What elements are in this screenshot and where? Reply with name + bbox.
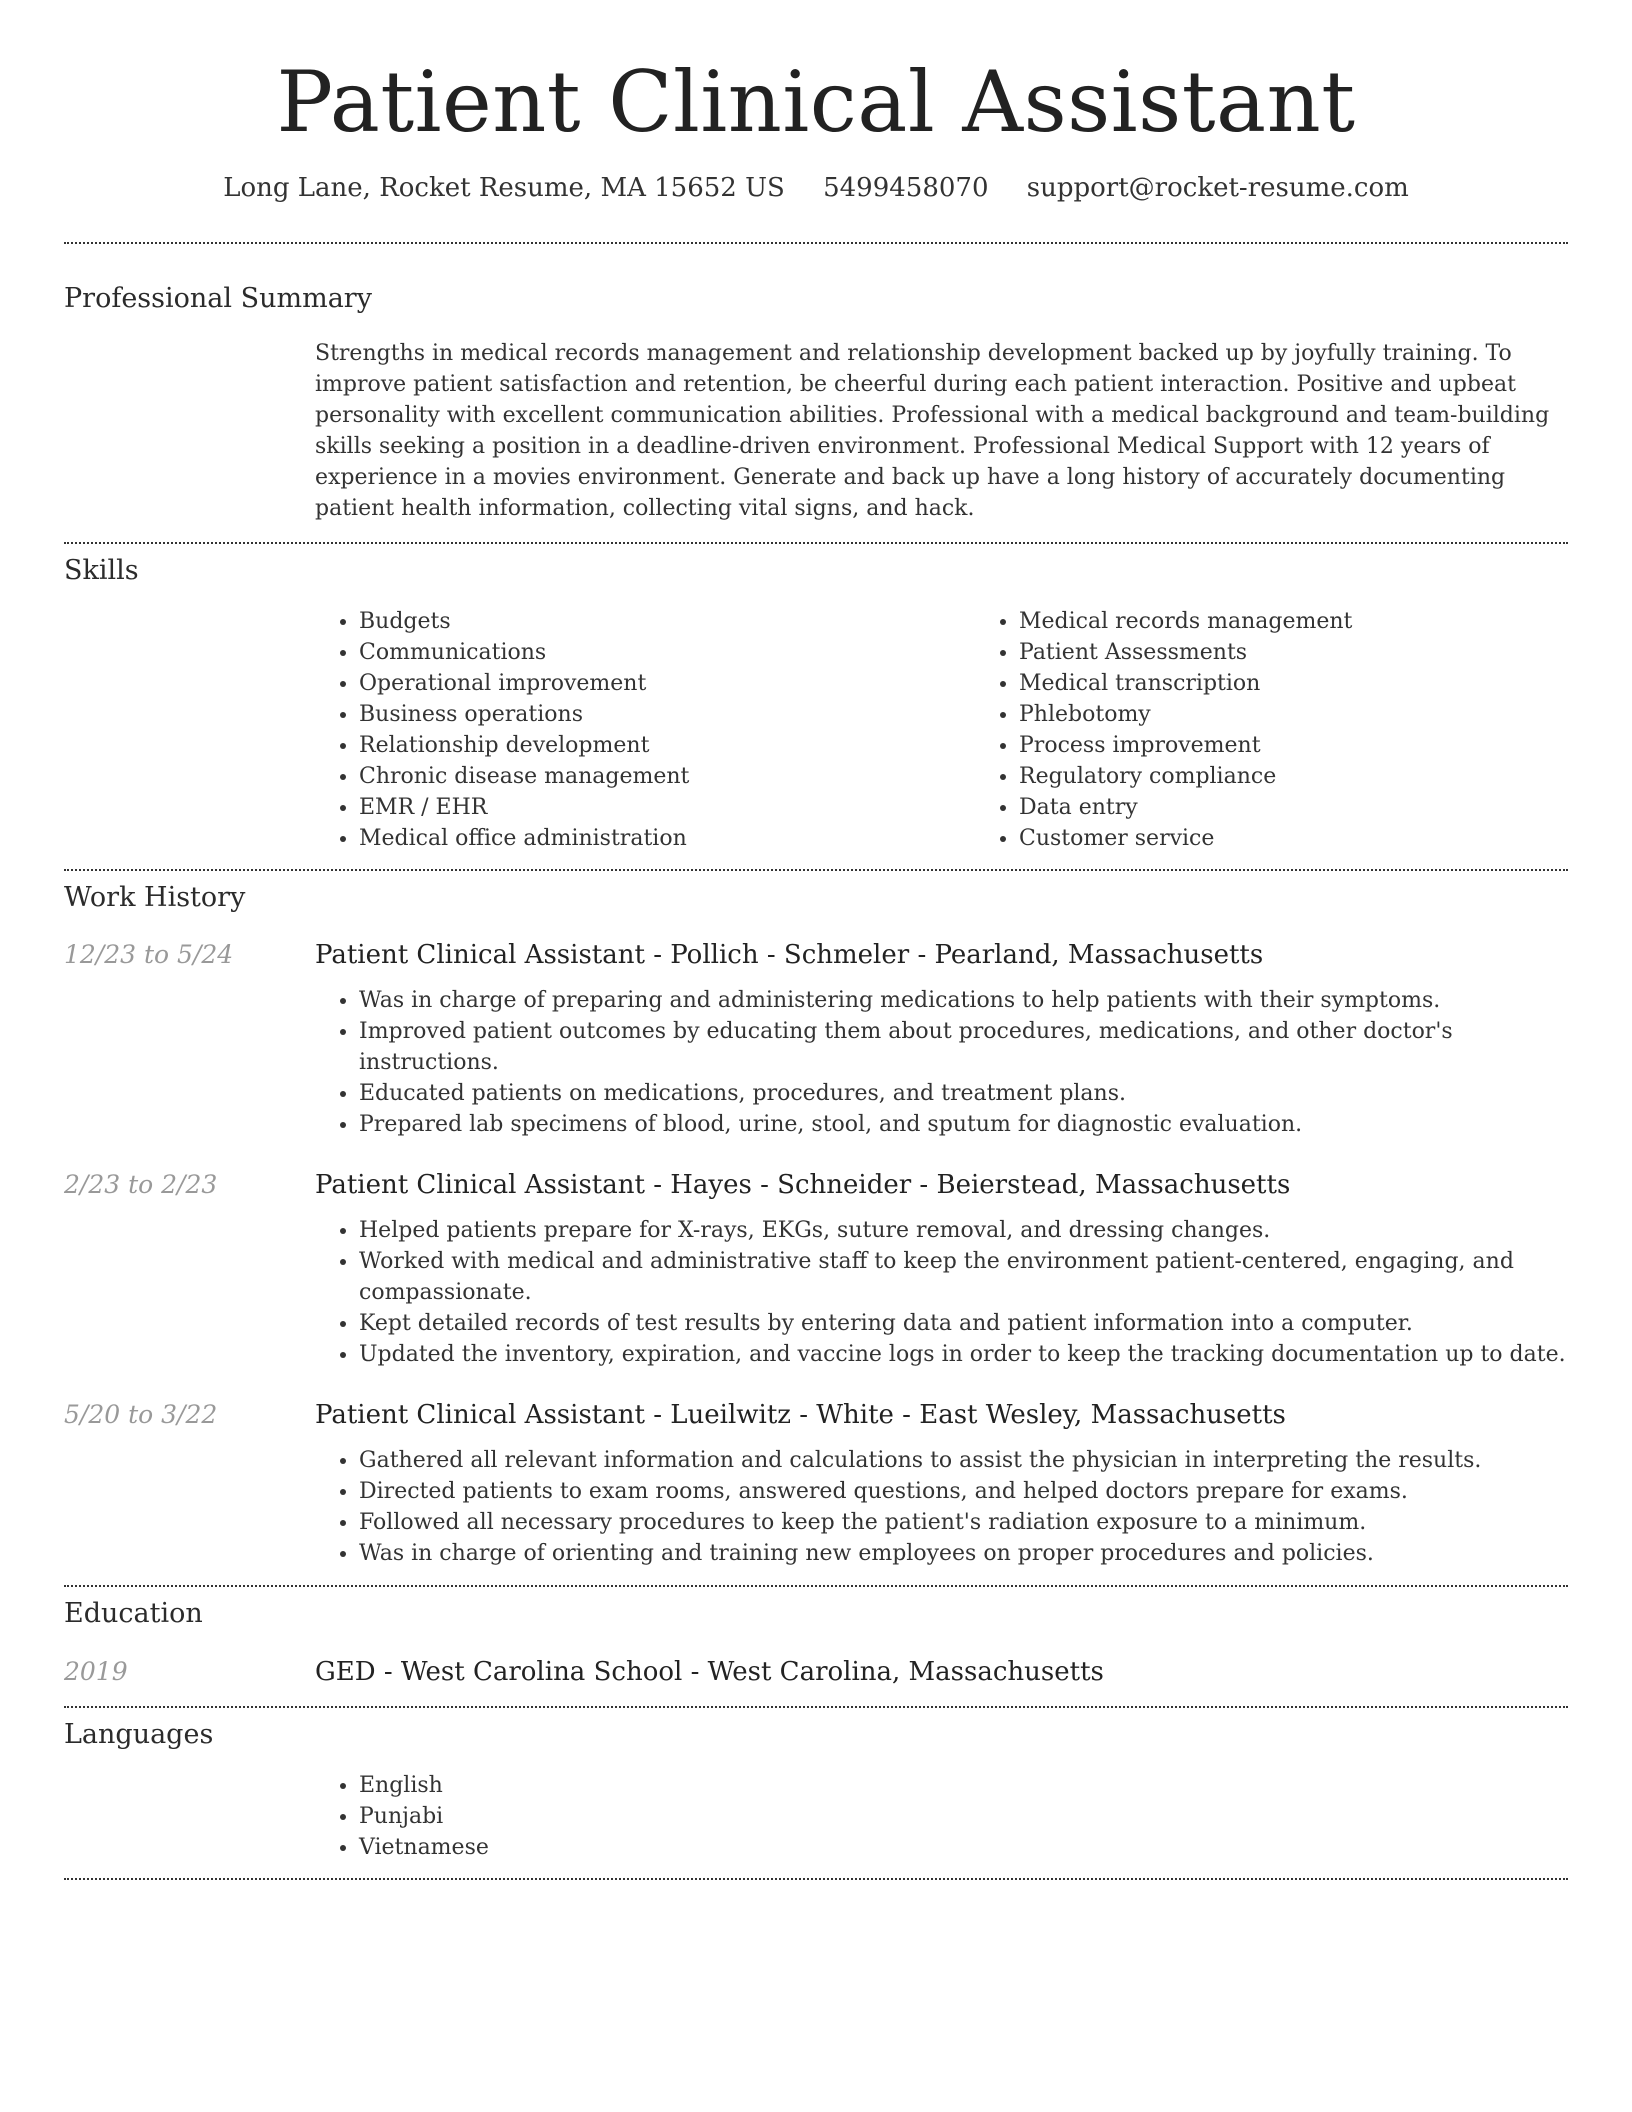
list-item: • Punjabi	[359, 1801, 1568, 1832]
section-divider	[64, 1878, 1568, 1880]
list-item: • Operational improvement	[359, 668, 975, 699]
list-item: • Medical transcription	[1019, 668, 1632, 699]
section-title-languages: Languages	[64, 1719, 214, 1750]
section-divider	[64, 242, 1568, 244]
job-heading: Patient Clinical Assistant - Lueilwitz - White - East Wesley, Massachusetts	[315, 1400, 1286, 1430]
resume-page	[64, 0, 1568, 1880]
section-title-skills: Skills	[64, 555, 139, 586]
job-bullets	[315, 1445, 1568, 1569]
summary-text: Strengths in medical records management and relationship development backed up by joyfully training. To improve patient satisfaction and retention, be cheerful during each patient interaction. Positive and upbeat personality with excellent communication abilities. Professional with a medical background and team-building skills seeking a position in a deadline-driven environment. Professional Medical Support with 12 years of experience in a movies environment. Generate and back up have a long history of accurately documenting patient health information, collecting vital signs, and hack.	[315, 341, 1550, 521]
list-item: • Medical office administration	[359, 823, 975, 854]
list-item: • Kept detailed records of test results by entering data and patient information into a computer.	[359, 1308, 1568, 1339]
contact-phone: 5499458070	[823, 173, 989, 203]
languages-list	[315, 1770, 1568, 1863]
list-item: • Vietnamese	[359, 1832, 1568, 1863]
skills-column-left	[315, 606, 975, 854]
list-item: • Worked with medical and administrative staff to keep the environment patient-centered, engaging, and compassionate.	[359, 1246, 1568, 1308]
list-item: • Updated the inventory, expiration, and vaccine logs in order to keep the tracking documentation up to date.	[359, 1339, 1568, 1370]
job-entry	[64, 937, 1568, 1140]
skills-column-right	[975, 606, 1632, 854]
contact-email: support@rocket-resume.com	[1026, 173, 1409, 203]
list-item: • Followed all necessary procedures to keep the patient's radiation exposure to a minimum.	[359, 1507, 1568, 1538]
job-bullets	[315, 1215, 1568, 1370]
list-item: • Improved patient outcomes by educating them about procedures, medications, and other doctor's instructions.	[359, 1016, 1568, 1078]
list-item: • Patient Assessments	[1019, 637, 1632, 668]
section-title-work-history: Work History	[64, 882, 246, 913]
list-item: • Was in charge of orienting and training new employees on proper procedures and policies.	[359, 1538, 1568, 1569]
list-item: • Process improvement	[1019, 730, 1632, 761]
list-item: • Directed patients to exam rooms, answered questions, and helped doctors prepare for exams.	[359, 1476, 1568, 1507]
education-entry	[64, 1654, 1568, 1690]
education-heading: GED - West Carolina School - West Carolina, Massachusetts	[315, 1657, 1104, 1687]
list-item: • Relationship development	[359, 730, 975, 761]
list-item: • Data entry	[1019, 792, 1632, 823]
job-dates: 5/20 to 3/22	[64, 1400, 218, 1429]
list-item: • Helped patients prepare for X-rays, EKGs, suture removal, and dressing changes.	[359, 1215, 1568, 1246]
list-item: • Chronic disease management	[359, 761, 975, 792]
list-item: • EMR / EHR	[359, 792, 975, 823]
job-heading: Patient Clinical Assistant - Hayes - Schneider - Beierstead, Massachusetts	[315, 1170, 1291, 1200]
job-heading: Patient Clinical Assistant - Pollich - Schmeler - Pearland, Massachusetts	[315, 940, 1264, 970]
section-title-education: Education	[64, 1598, 203, 1629]
list-item: • Business operations	[359, 699, 975, 730]
job-dates: 12/23 to 5/24	[64, 940, 234, 969]
section-divider	[64, 542, 1568, 544]
candidate-name: Patient Clinical Assistant	[276, 53, 1356, 151]
section-title-summary: Professional Summary	[64, 283, 372, 314]
section-divider	[64, 869, 1568, 871]
list-item: • Customer service	[1019, 823, 1632, 854]
job-bullets	[315, 985, 1568, 1140]
education-year: 2019	[64, 1657, 128, 1686]
list-item: • Regulatory compliance	[1019, 761, 1632, 792]
section-divider	[64, 1706, 1568, 1708]
list-item: • Gathered all relevant information and calculations to assist the physician in interpreting the results.	[359, 1445, 1568, 1476]
job-entry	[64, 1167, 1568, 1370]
job-entry	[64, 1397, 1568, 1569]
list-item: • Phlebotomy	[1019, 699, 1632, 730]
contact-line	[64, 170, 1568, 206]
list-item: • Was in charge of preparing and administering medications to help patients with their symptoms.	[359, 985, 1568, 1016]
list-item: • Educated patients on medications, procedures, and treatment plans.	[359, 1078, 1568, 1109]
job-dates: 2/23 to 2/23	[64, 1170, 218, 1199]
section-divider	[64, 1585, 1568, 1587]
list-item: • Budgets	[359, 606, 975, 637]
contact-address: Long Lane, Rocket Resume, MA 15652 US	[223, 173, 785, 203]
list-item: • English	[359, 1770, 1568, 1801]
list-item: • Communications	[359, 637, 975, 668]
list-item: • Prepared lab specimens of blood, urine, stool, and sputum for diagnostic evaluation.	[359, 1109, 1568, 1140]
skills-list	[315, 606, 1568, 854]
list-item: • Medical records management	[1019, 606, 1632, 637]
